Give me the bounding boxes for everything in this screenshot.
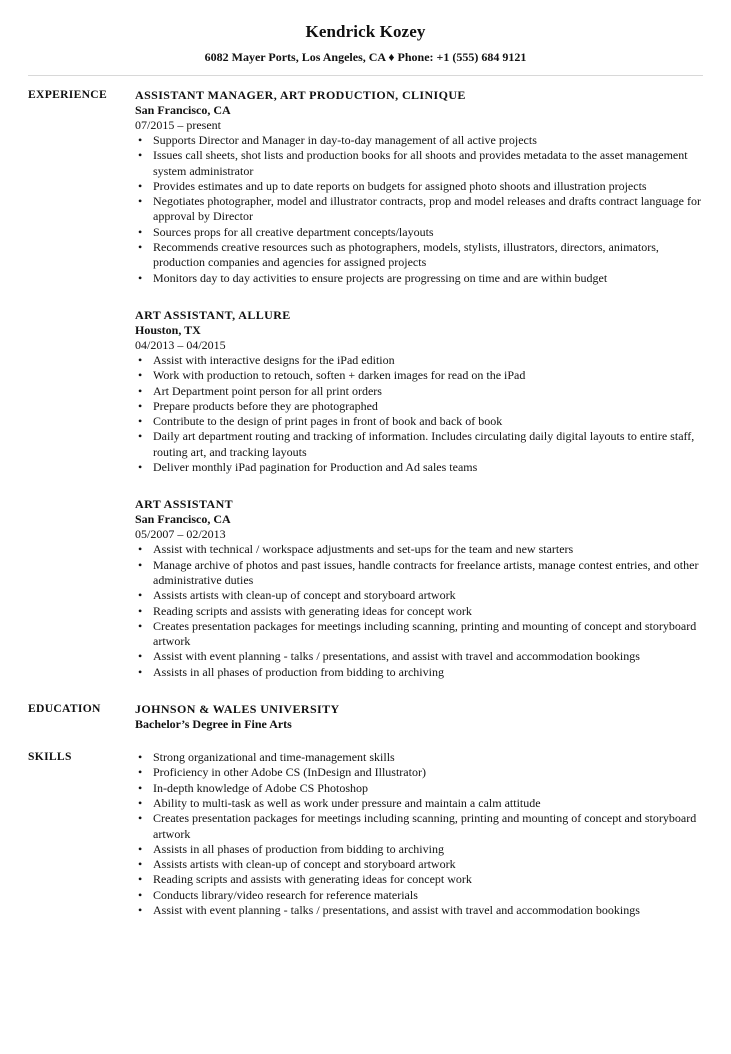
job-title: ART ASSISTANT [135,497,234,512]
job-bullets [135,133,701,286]
skill-item: • Strong organizational and time-management skills [135,750,701,765]
job-location: San Francisco, CA [135,103,231,117]
skill-item: • Conducts library/video research for reference materials [135,888,701,903]
job-entry [135,88,701,286]
job-bullet: • Assist with interactive designs for the iPad edition [135,353,701,368]
job-bullet: • Art Department point person for all print orders [135,384,701,399]
experience-list [135,88,701,680]
resume-header [0,0,731,76]
skill-item: • Assist with event planning - talks / presentations, and assist with travel and accommodation bookings [135,903,701,918]
school-name: JOHNSON & WALES UNIVERSITY [135,702,340,717]
job-dates: 05/2007 – 02/2013 [135,527,226,542]
skill-item: • Assists in all phases of production from bidding to archiving [135,842,701,857]
section-label-experience: EXPERIENCE [28,88,108,101]
job-entry [135,308,701,475]
job-title: ART ASSISTANT, ALLURE [135,307,291,322]
job-title: ASSISTANT MANAGER, ART PRODUCTION, CLINIQUE [135,88,466,102]
degree: Bachelor’s Degree in Fine Arts [135,717,292,732]
experience-section [28,88,701,680]
job-bullet: • Reading scripts and assists with generating ideas for concept work [135,604,701,619]
job-bullet: • Contribute to the design of print pages in front of book and back of book [135,414,701,429]
education-entry [135,702,701,732]
job-dates: 04/2013 – 04/2015 [135,337,226,352]
job-bullet: • Creates presentation packages for meetings including scanning, printing and mounting of concept and storyboard artwork [135,619,701,650]
job-bullet: • Monitors day to day activities to ensure projects are progressing on time and are within budget [135,271,701,286]
job-bullet: • Prepare products before they are photographed [135,399,701,414]
job-bullet: • Assists in all phases of production from bidding to archiving [135,665,701,680]
header-divider [28,75,703,76]
section-label-skills: SKILLS [28,750,72,764]
skill-item: • Ability to multi-task as well as work under pressure and maintain a calm attitude [135,796,701,811]
job-bullet: • Sources props for all creative department concepts/layouts [135,225,701,240]
job-location: San Francisco, CA [135,512,231,527]
skill-item: • Reading scripts and assists with generating ideas for concept work [135,872,701,887]
skill-item: • Assists artists with clean-up of concept and storyboard artwork [135,857,701,872]
candidate-name: Kendrick Kozey [305,22,426,41]
skill-item: • In-depth knowledge of Adobe CS Photoshop [135,781,701,796]
job-bullet: • Manage archive of photos and past issues, handle contracts for freelance artists, manage contest entries, and other administrative duties [135,558,701,589]
skill-item: • Proficiency in other Adobe CS (InDesign and Illustrator) [135,765,701,780]
job-bullet: • Assist with event planning - talks / presentations, and assist with travel and accommodation bookings [135,649,701,664]
job-bullet: • Recommends creative resources such as photographers, models, stylists, illustrators, directors, animators, production companies and agencies for assigned projects [135,240,701,271]
job-bullets [135,353,701,475]
skills-section [28,750,701,918]
skill-item: • Creates presentation packages for meetings including scanning, printing and mounting of concept and storyboard artwork [135,811,701,842]
skills-body [135,750,701,918]
job-bullet: • Assists artists with clean-up of concept and storyboard artwork [135,588,701,603]
section-label-education: EDUCATION [28,702,101,716]
education-section [28,702,701,732]
job-bullet: • Supports Director and Manager in day-to-day management of all active projects [135,133,701,148]
job-bullet: • Negotiates photographer, model and illustrator contracts, prop and model releases and drafts contract language for approval by Director [135,194,701,225]
job-entry [135,497,701,680]
contact-line: 6082 Mayer Ports, Los Angeles, CA ♦ Phone: +1 (555) 684 9121 [204,50,527,64]
job-bullet: • Issues call sheets, shot lists and production books for all shoots and provides metadata to the asset management system administrator [135,148,701,179]
job-bullet: • Daily art department routing and tracking of information. Includes circulating daily digital layouts to entire staff, routing art, and tracking layouts [135,429,701,460]
job-bullet: • Deliver monthly iPad pagination for Production and Ad sales teams [135,460,701,475]
job-dates: 07/2015 – present [135,118,221,132]
job-location: Houston, TX [135,322,201,337]
job-bullet: • Provides estimates and up to date reports on budgets for assigned photo shoots and illustration projects [135,179,701,194]
job-bullets [135,542,701,680]
job-bullet: • Assist with technical / workspace adjustments and set-ups for the team and new starters [135,542,701,557]
skills-list [135,750,701,918]
job-bullet: • Work with production to retouch, soften + darken images for read on the iPad [135,368,701,383]
